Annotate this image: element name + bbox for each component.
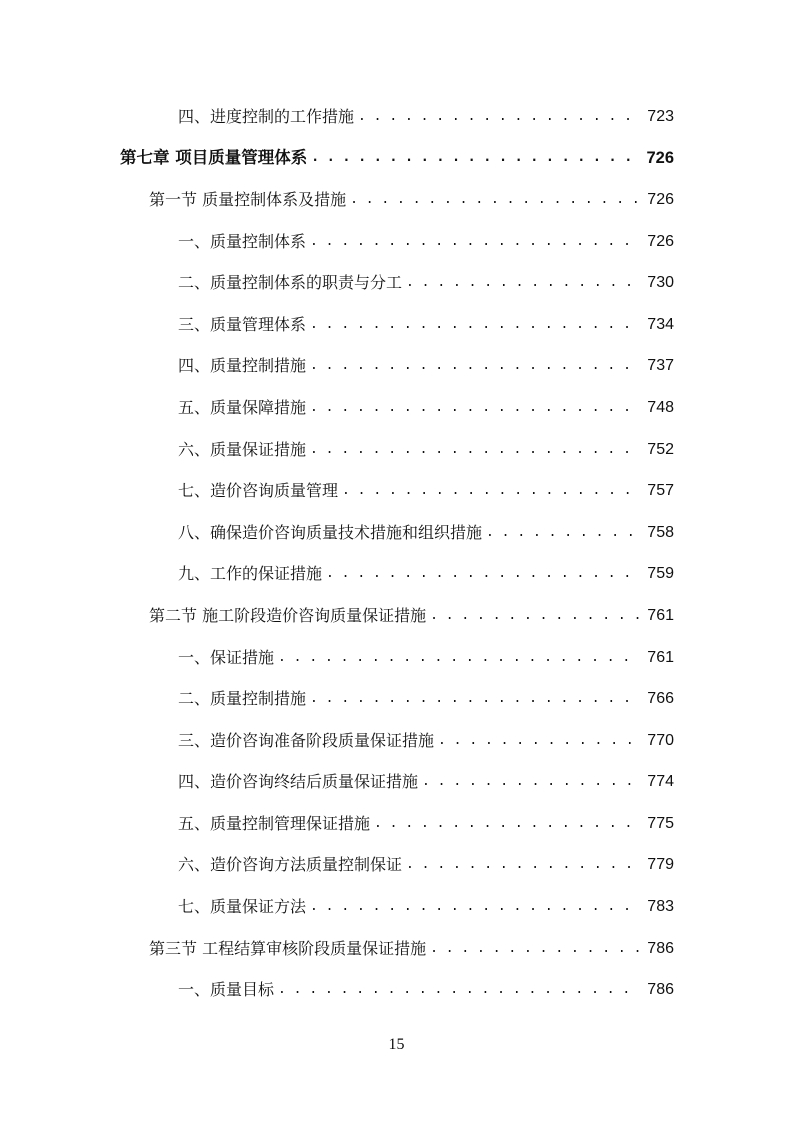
- page-number: 15: [388, 1036, 405, 1053]
- table-of-contents: [0, 96, 793, 1011]
- toc-entry[interactable]: [0, 512, 793, 554]
- toc-dot-leader: [358, 107, 640, 127]
- toc-dot-leader: [278, 980, 640, 1000]
- toc-entry-label: 第七章 项目质量管理体系: [120, 148, 308, 168]
- toc-entry-label: 第三节 工程结算审核阶段质量保证措施: [149, 938, 427, 958]
- toc-entry-label: 四、造价咨询终结后质量保证措施: [178, 772, 419, 792]
- toc-entry[interactable]: [0, 304, 793, 346]
- toc-entry-label: 第二节 施工阶段造价咨询质量保证措施: [149, 605, 427, 625]
- toc-entry-label: 三、质量管理体系: [178, 314, 307, 334]
- toc-entry-label: 七、造价咨询质量管理: [178, 481, 339, 501]
- toc-entry-page: 752: [647, 440, 674, 458]
- toc-entry-label: 一、保证措施: [178, 647, 275, 667]
- toc-entry[interactable]: [0, 429, 793, 471]
- toc-entry-page: 786: [647, 939, 674, 957]
- toc-entry-label: 二、质量控制体系的职责与分工: [178, 273, 403, 293]
- toc-dot-leader: [374, 814, 640, 834]
- toc-entry[interactable]: [0, 969, 793, 1011]
- toc-dot-leader: [278, 648, 640, 668]
- toc-entry[interactable]: [0, 595, 793, 637]
- toc-entry-page: 761: [647, 606, 674, 624]
- toc-entry-page: 734: [647, 315, 674, 333]
- toc-dot-leader: [406, 273, 640, 293]
- toc-entry-label: 八、确保造价咨询质量技术措施和组织措施: [178, 522, 483, 542]
- toc-dot-leader: [350, 190, 640, 210]
- toc-entry-label: 九、工作的保证措施: [178, 564, 323, 584]
- toc-entry[interactable]: [0, 845, 793, 887]
- toc-entry[interactable]: [0, 762, 793, 804]
- toc-entry-page: 748: [647, 398, 674, 416]
- toc-entry-page: 759: [647, 565, 674, 583]
- toc-entry[interactable]: [0, 886, 793, 928]
- toc-entry[interactable]: [0, 470, 793, 512]
- toc-entry[interactable]: [0, 346, 793, 388]
- toc-entry-page: 723: [647, 107, 674, 125]
- toc-dot-leader: [486, 523, 640, 543]
- toc-entry-page: 757: [647, 482, 674, 500]
- toc-entry-label: 四、进度控制的工作措施: [178, 106, 355, 126]
- toc-entry-page: 726: [646, 149, 674, 168]
- toc-entry-label: 一、质量目标: [178, 980, 275, 1000]
- toc-dot-leader: [430, 939, 640, 959]
- toc-entry[interactable]: [0, 928, 793, 970]
- toc-entry-page: 737: [647, 357, 674, 375]
- toc-entry-page: 774: [647, 773, 674, 791]
- toc-entry[interactable]: [0, 803, 793, 845]
- toc-entry-page: 761: [647, 648, 674, 666]
- toc-entry[interactable]: [0, 221, 793, 263]
- toc-entry[interactable]: [0, 720, 793, 762]
- toc-entry-page: 775: [647, 814, 674, 832]
- toc-entry-page: 758: [647, 523, 674, 541]
- toc-dot-leader: [310, 356, 640, 376]
- toc-dot-leader: [438, 731, 640, 751]
- toc-dot-leader: [422, 772, 640, 792]
- toc-entry-page: 783: [647, 898, 674, 916]
- toc-entry[interactable]: [0, 138, 793, 180]
- toc-dot-leader: [310, 398, 640, 418]
- toc-entry-page: 786: [647, 981, 674, 999]
- toc-entry-page: 726: [647, 190, 674, 208]
- toc-entry-label: 四、质量控制措施: [178, 356, 307, 376]
- toc-dot-leader: [310, 689, 640, 709]
- toc-entry-page: 726: [647, 232, 674, 250]
- toc-entry-label: 二、质量控制措施: [178, 689, 307, 709]
- toc-entry[interactable]: [0, 179, 793, 221]
- toc-entry-page: 766: [647, 690, 674, 708]
- toc-entry-label: 第一节 质量控制体系及措施: [149, 189, 347, 209]
- toc-entry-page: 779: [647, 856, 674, 874]
- toc-dot-leader: [406, 855, 640, 875]
- toc-dot-leader: [310, 440, 640, 460]
- toc-dot-leader: [326, 564, 640, 584]
- toc-entry[interactable]: [0, 554, 793, 596]
- toc-entry[interactable]: [0, 387, 793, 429]
- toc-entry[interactable]: [0, 262, 793, 304]
- toc-entry[interactable]: [0, 678, 793, 720]
- toc-dot-leader: [311, 148, 640, 168]
- toc-entry-page: 730: [647, 274, 674, 292]
- toc-entry-label: 六、造价咨询方法质量控制保证: [178, 855, 403, 875]
- toc-entry-label: 五、质量控制管理保证措施: [178, 813, 371, 833]
- toc-dot-leader: [430, 606, 640, 626]
- toc-entry[interactable]: [0, 96, 793, 138]
- toc-entry-page: 770: [647, 731, 674, 749]
- toc-dot-leader: [310, 232, 640, 252]
- toc-dot-leader: [310, 897, 640, 917]
- toc-entry-label: 五、质量保障措施: [178, 397, 307, 417]
- toc-dot-leader: [310, 315, 640, 335]
- toc-dot-leader: [342, 481, 640, 501]
- toc-entry-label: 七、质量保证方法: [178, 897, 307, 917]
- toc-entry-label: 一、质量控制体系: [178, 231, 307, 251]
- toc-entry-label: 六、质量保证措施: [178, 439, 307, 459]
- toc-entry[interactable]: [0, 637, 793, 679]
- toc-entry-label: 三、造价咨询准备阶段质量保证措施: [178, 730, 435, 750]
